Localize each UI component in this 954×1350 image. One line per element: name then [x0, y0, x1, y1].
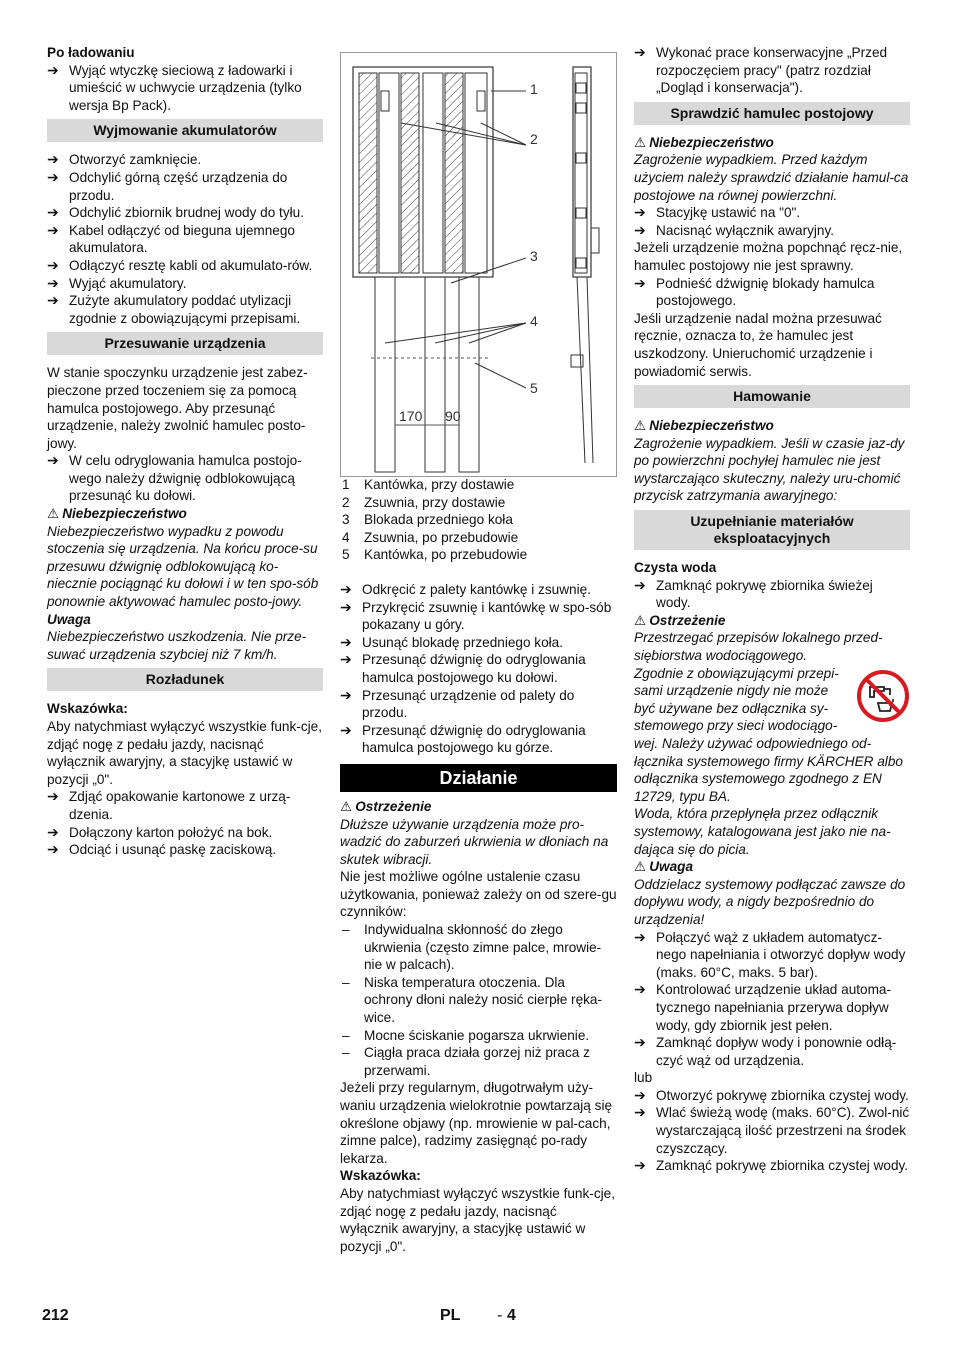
warning-triangle-icon: ⚠	[634, 859, 647, 875]
arrow-icon: ➔	[340, 686, 352, 703]
arrow-icon: ➔	[47, 204, 59, 221]
list-item: ➔ W celu odryglowania hamulca postojo-wego należy dźwignię odblokowującą przesunąć ku dołowi.	[47, 452, 302, 504]
chapter-heading-operation: Działanie	[340, 764, 617, 792]
section-page-number: 4	[507, 1307, 516, 1324]
legend-item: 1 Kantówka, przy dostawie	[342, 477, 515, 492]
arrow-icon: ➔	[634, 1034, 646, 1051]
list-item: ➔ Otworzyć pokrywę zbiornika czystej wody.	[634, 1086, 909, 1103]
arrow-icon: ➔	[634, 981, 646, 998]
arrow-icon: ➔	[47, 292, 59, 309]
hint-label: Wskazówka:	[47, 701, 128, 717]
arrow-icon: ➔	[634, 1157, 646, 1174]
parking-brake-para-2: Jeśli urządzenie nadal można przesuwać ręcznie, oznacza to, że hamulec jest uszkodzony. Unieruchomić urządzenie i powiadomić serwis.	[634, 310, 882, 379]
warning-text-2: Zgodnie z obowiązującymi przepi-sami urządzenie nigdy nie może być używane bez odłącznika sy-stemowego przy sieci wodociągo-wej. Należy używać odpowiedniego od-łącznika systemowego firmy KÄRCHER albo odłącznika systemowego zgodnego z EN 12729, typu BA.	[634, 665, 910, 806]
footer-separator: -	[497, 1307, 503, 1324]
moving-intro: W stanie spoczynku urządzenie jest zabez-pieczone przed toczeniem się za pomocą hamulca postojowego. Aby przesunąć urządzenie, należy zwolnić hamulec posto-jowy.	[47, 365, 308, 451]
section-heading-moving: Przesuwanie urządzenia	[47, 332, 323, 355]
parking-brake-para: Jeżeli urządzenie można popchnąć ręcz-nie, hamulec postojowy nie jest sprawny.	[634, 240, 903, 273]
callout-5: 5	[530, 380, 538, 396]
dash-item: – Indywidualna skłonność do złego ukrwienia (często zimne palce, mrowie-nie w palcach).	[342, 922, 602, 973]
note-label: ⚠ Uwaga	[634, 859, 694, 875]
figure-legend	[340, 476, 617, 564]
dimension-90: 90	[445, 408, 461, 424]
arrow-icon: ➔	[634, 274, 646, 291]
language-code: PL	[440, 1307, 461, 1324]
callout-1: 1	[530, 81, 538, 97]
warning-triangle-icon: ⚠	[47, 506, 60, 522]
warning-triangle-icon: ⚠	[340, 798, 353, 814]
arrow-icon: ➔	[634, 44, 646, 60]
note-text: Niebezpieczeństwo uszkodzenia. Nie prze-suwać urządzenia szybciej niż 7 km/h.	[47, 629, 307, 662]
list-item: ➔ Usunąć blokadę przedniego koła.	[340, 633, 564, 650]
warning-text-3: Woda, która przepłynęła przez odłącznik systemowy, katalogowana jest jako nie na-dająca się do picia.	[634, 806, 891, 857]
callout-2: 2	[530, 131, 538, 147]
column-3	[634, 44, 910, 1175]
section-heading-refill: Uzupełnianie materiałów eksploatacyjnych	[634, 510, 910, 550]
section-heading-unloading: Rozładunek	[47, 668, 323, 691]
operation-para: Nie jest możliwe ogólne ustalenie czasu użytkowania, ponieważ zależy on od szere-gu czynników:	[340, 869, 617, 920]
warning-text: Dłuższe używanie urządzenia może pro-wadzić do zaburzeń ukrwienia w dłoniach na skutek wibracji.	[340, 816, 609, 867]
danger-label: ⚠ Niebezpieczeństwo	[634, 418, 774, 434]
ramp-diagram	[341, 53, 616, 476]
section-heading-remove-batteries: Wyjmowanie akumulatorów	[47, 119, 323, 142]
arrow-icon: ➔	[340, 651, 352, 668]
hint-text: Aby natychmiast wyłączyć wszystkie funk-cje, zdjąć nogę z pedału jazdy, nacisnąć wyłącznik awaryjny, a stacyjkę ustawić w pozycji „0".	[47, 719, 322, 787]
column-2	[340, 44, 617, 1255]
list-item: ➔ Przesunąć dźwignię do odryglowania hamulca postojowego ku górze.	[340, 721, 586, 756]
arrow-icon: ➔	[340, 580, 352, 597]
danger-text: Zagrożenie wypadkiem. Przed każdym użyciem należy sprawdzić działanie hamul-ca postojowe na równej powierzchni.	[634, 152, 909, 203]
operation-para-2: Jeżeli przy regularnym, długotrwałym uży-waniu urządzenia wielokrotnie powtarzają się określone objawy (np. mrowienie w pal-cach, zimne palce), radzimy zasięgnąć po-rady lekarza.	[340, 1080, 613, 1166]
ramp-figure	[340, 52, 617, 477]
warning-triangle-icon: ⚠	[634, 134, 647, 150]
list-item: ➔ Wyjąć wtyczkę sieciową z ładowarki i umieścić w uchwycie urządzenia (tylko wersja Bp Pack).	[47, 61, 302, 113]
warning-triangle-icon: ⚠	[634, 612, 647, 628]
list-item: ➔ Podnieść dźwignię blokady hamulca postojowego.	[634, 274, 875, 309]
note-label: Uwaga	[47, 611, 91, 627]
arrow-icon: ➔	[340, 721, 352, 738]
list-item: ➔ Stacyjkę ustawić na "0".	[634, 204, 801, 221]
list-item: ➔ Wykonać prace konserwacyjne „Przed rozpoczęciem pracy" (patrz rozdział „Dogląd i konserwacja").	[634, 44, 888, 96]
list-item: ➔ Przesunąć dźwignię do odryglowania hamulca postojowego ku dołowi.	[340, 651, 586, 685]
list-item: ➔ Kontrolować urządzenie układ automa-tycznego napełniania przerywa dopływ wody, gdy zbiornik jest pełen.	[634, 981, 892, 1033]
arrow-icon: ➔	[47, 61, 59, 78]
page-number: 212	[42, 1307, 69, 1324]
arrow-icon: ➔	[47, 274, 59, 291]
list-item: ➔ Nacisnąć wyłącznik awaryjny.	[634, 221, 835, 238]
warning-triangle-icon: ⚠	[634, 418, 647, 434]
steps-list	[340, 581, 617, 757]
legend-item: 3 Blokada przedniego koła	[342, 512, 513, 528]
list-item: ➔ Zamknąć dopływ wody i ponownie odłą-czyć wąż od urządzenia.	[634, 1034, 897, 1068]
list-item: ➔ Odkręcić z palety kantówkę i zsuwnię.	[340, 580, 591, 597]
callout-3: 3	[530, 248, 538, 264]
list-item: ➔ Przykręcić zsuwnię i kantówkę w spo-sób pokazany u góry.	[340, 598, 612, 633]
list-item: ➔ Połączyć wąż z układem automatycz-nego napełniania i otworzyć dopływ wody (maks. 60°C, maks. 5 bar).	[634, 928, 906, 980]
warning-text: Przestrzegać przepisów lokalnego przed-siębiorstwa wodociągowego.	[634, 630, 883, 664]
arrow-icon: ➔	[47, 823, 59, 840]
danger-text: Zagrożenie wypadkiem. Jeśli w czasie jaz-dy po powierzchni pochyłej hamulec nie jest wystarczająco skuteczny, należy uru-chomić przycisk zatrzymania awaryjnego:	[634, 435, 905, 504]
list-item: ➔ Odłączyć resztę kabli od akumulato-rów.	[47, 256, 313, 273]
arrow-icon: ➔	[47, 168, 59, 185]
no-drinking-water-icon	[856, 669, 910, 723]
arrow-icon: ➔	[47, 221, 59, 238]
section-heading-parking-brake: Sprawdzić hamulec postojowy	[634, 102, 910, 125]
list-item: ➔ Przesunąć urządzenie od palety do przodu.	[340, 686, 575, 721]
clean-water-title: Czysta woda	[634, 560, 717, 576]
dash-item: – Mocne ściskanie pogarsza ukrwienie.	[342, 1027, 590, 1043]
arrow-icon: ➔	[634, 928, 646, 945]
callout-4: 4	[530, 313, 538, 329]
list-item: ➔ Zamknąć pokrywę zbiornika świeżej wody.	[634, 576, 873, 611]
arrow-icon: ➔	[634, 221, 646, 238]
list-item: ➔ Wlać świeżą wodę (maks. 60°C). Zwol-nić wystarczającą ilość przestrzeni na środek czyszczący.	[634, 1104, 910, 1156]
legend-item: 2 Zsuwnia, przy dostawie	[342, 494, 506, 510]
arrow-icon: ➔	[47, 841, 59, 858]
legend-item: 5 Kantówka, po przebudowie	[342, 547, 528, 563]
arrow-icon: ➔	[47, 256, 59, 273]
arrow-icon: ➔	[340, 598, 352, 615]
or-text: lub	[634, 1070, 653, 1086]
arrow-icon: ➔	[634, 1104, 646, 1121]
section-heading-braking: Hamowanie	[634, 385, 910, 408]
list-item: ➔ Zamknąć pokrywę zbiornika czystej wody.	[634, 1157, 909, 1174]
list-item: ➔ Wyjąć akumulatory.	[47, 274, 187, 291]
legend-item: 4 Zsuwnia, po przebudowie	[342, 529, 519, 545]
dash-item: – Niska temperatura otoczenia. Dla ochrony dłoni należy nosić cierpłe ręka-wice.	[342, 974, 603, 1026]
dash-item: – Ciągła praca działa gorzej niż praca z przerwami.	[342, 1045, 590, 1078]
arrow-icon: ➔	[634, 576, 646, 593]
note-text: Oddzielacz systemowy podłączać zawsze do dopływu wody, a nigdy bezpośrednio do urządzenia!	[634, 876, 906, 927]
arrow-icon: ➔	[47, 452, 59, 469]
list-item: ➔ Odchylić górną część urządzenia do przodu.	[47, 168, 288, 203]
warning-label: ⚠ Ostrzeżenie	[340, 798, 432, 814]
list-item: ➔ Kabel odłączyć od bieguna ujemnego akumulatora.	[47, 221, 295, 256]
arrow-icon: ➔	[47, 151, 59, 168]
list-item: ➔ Otworzyć zamknięcie.	[47, 151, 202, 168]
list-item: ➔ Zużyte akumulatory poddać utylizacji zgodnie z obowiązującymi przepisami.	[47, 292, 301, 326]
list-item: ➔ Dołączony karton położyć na bok.	[47, 823, 273, 840]
warning-label: ⚠ Ostrzeżenie	[634, 612, 726, 628]
arrow-icon: ➔	[47, 788, 59, 805]
arrow-icon: ➔	[634, 204, 646, 221]
danger-text: Niebezpieczeństwo wypadku z powodu stoczenia się urządzenia. Na końcu proce-su przesuwu dźwignię odblokowującą ko-niecznie pociągnąć ku dołowi i w ten spo-sób ponownie aktywować hamulec posto-jowy.	[47, 523, 319, 610]
danger-label: ⚠ Niebezpieczeństwo	[634, 134, 774, 150]
hint-text: Aby natychmiast wyłączyć wszystkie funk-cje, zdjąć nogę z pedału jazdy, nacisnąć wyłącznik awaryjny, a stacyjkę ustawić w pozycji „0".	[340, 1185, 615, 1254]
danger-label: ⚠ Niebezpieczeństwo	[47, 506, 187, 522]
arrow-icon: ➔	[634, 1086, 646, 1103]
after-charge-title: Po ładowaniu	[47, 45, 135, 60]
list-item: ➔ Odchylić zbiornik brudnej wody do tyłu.	[47, 204, 304, 221]
list-item: ➔ Odciąć i usunąć paskę zaciskową.	[47, 841, 277, 858]
arrow-icon: ➔	[340, 633, 352, 650]
dimension-170: 170	[399, 408, 423, 424]
column-1	[47, 44, 323, 859]
list-item: ➔ Zdjąć opakowanie kartonowe z urzą-dzenia.	[47, 788, 291, 822]
hint-label: Wskazówka:	[340, 1168, 421, 1184]
